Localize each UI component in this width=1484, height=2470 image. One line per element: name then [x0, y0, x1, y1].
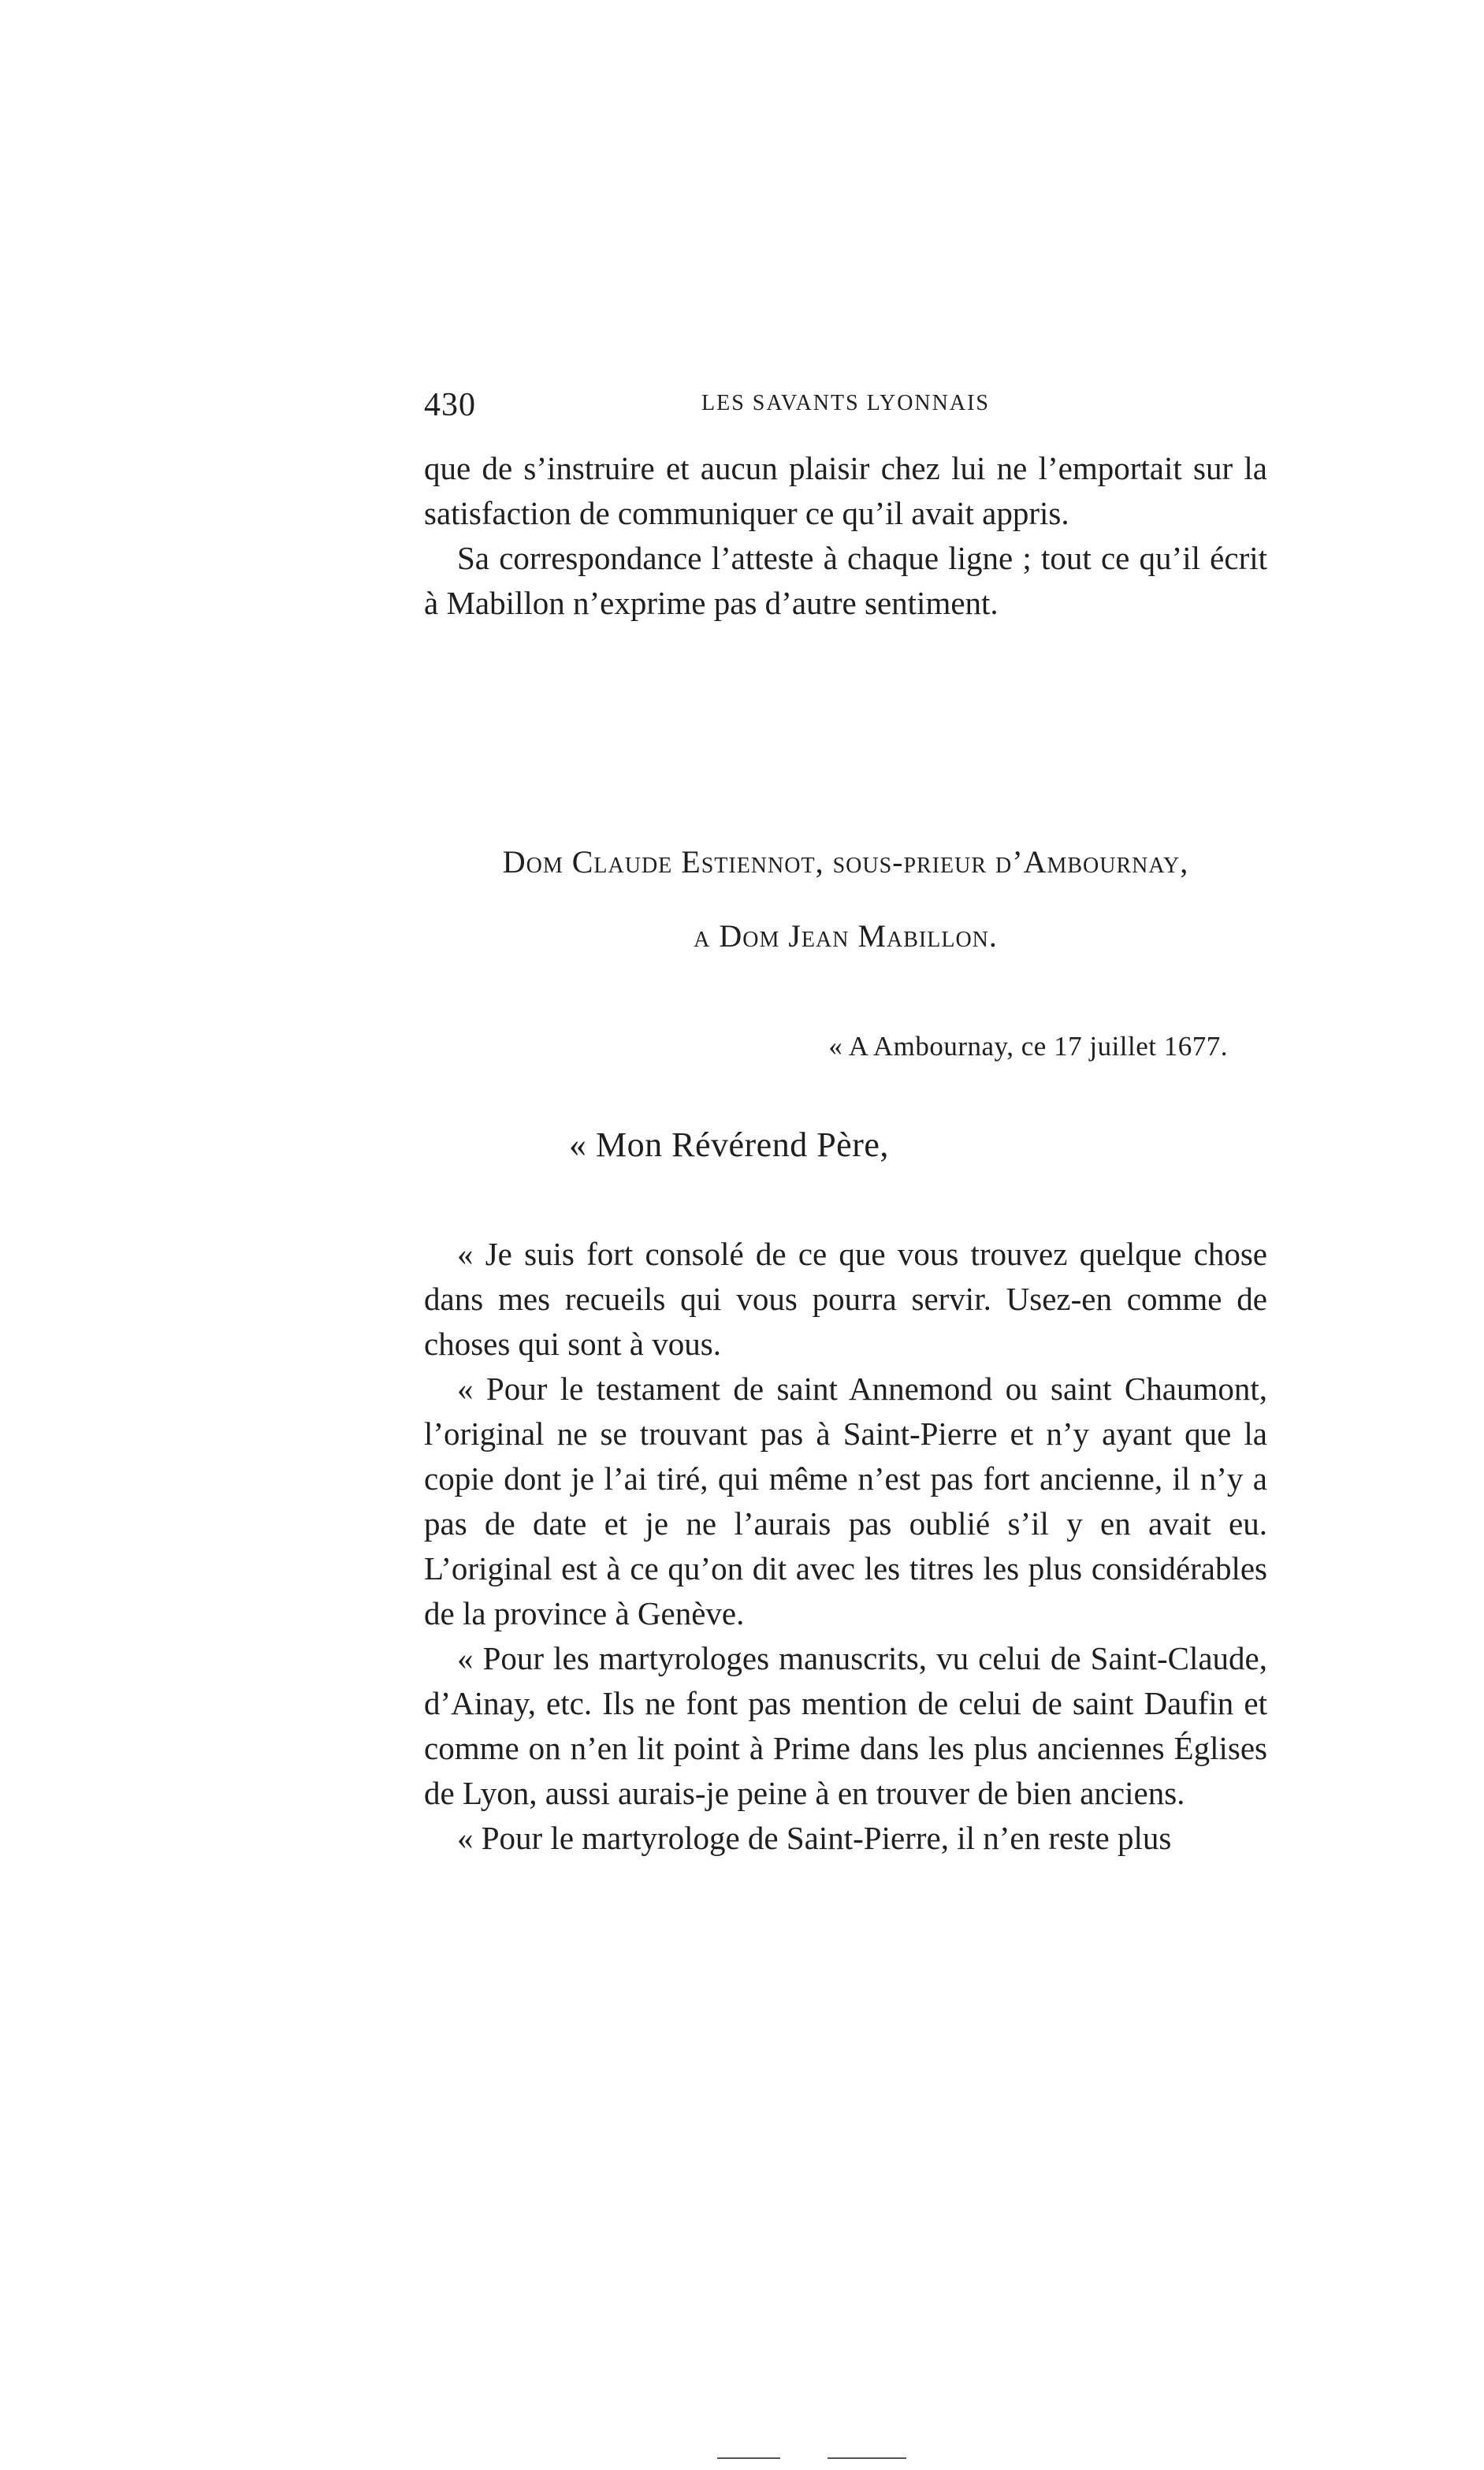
intro-paragraph: Sa correspondance l’atteste à chaque ligne ; tout ce qu’il écrit à Mabillon n’exprime pas d’autre sentiment.: [424, 540, 1267, 621]
running-head: LES SAVANTS LYONNAIS: [701, 391, 990, 415]
page-number: 430: [424, 387, 476, 423]
intro-text: [424, 446, 1267, 626]
letter-body: [424, 1232, 1267, 1861]
letter-dateline: « A Ambournay, ce 17 juillet 1677.: [828, 1031, 1228, 1062]
letter-paragraph: « Je suis fort consolé de ce que vous trouvez quelque chose dans mes recueils qui vous pourra servir. Usez-en comme de choses qui sont à vous.: [424, 1236, 1267, 1362]
intro-paragraph: que de s’instruire et aucun plaisir chez lui ne l’emportait sur la satisfaction de communiquer ce qu’il avait appris.: [424, 450, 1267, 531]
letter-paragraph: « Pour le testament de saint Annemond ou saint Chaumont, l’original ne se trouvant pas à Saint-Pierre et n’y ayant que la copie dont je l’ai tiré, qui même n’est pas fort ancienne, il n’y a pas de date et je ne l’aurais pas oublié s’il y en avait eu. L’original est à ce qu’on dit avec les titres les plus considérables de la province à Genève.: [424, 1371, 1267, 1631]
letter-paragraph: « Pour les martyrologes manuscrits, vu celui de Saint-Claude, d’Ainay, etc. Ils ne font pas mention de celui de saint Daufin et comme on n’en lit point à Prime dans les plus anciennes Églises de Lyon, aussi aurais-je peine à en trouver de bien anciens.: [424, 1640, 1267, 1811]
letter-title-recipient: a Dom Jean Mabillon.: [694, 918, 998, 954]
letter-salutation: « Mon Révérend Père,: [569, 1125, 889, 1164]
footer-rule: [828, 2457, 906, 2459]
letter-paragraph: « Pour le martyrologe de Saint-Pierre, il n’en reste plus: [457, 1820, 1172, 1856]
footer-rule: [717, 2457, 780, 2459]
page-header: [424, 386, 1267, 426]
letter-title-sender: Dom Claude Estiennot, sous-prieur d’Ambournay,: [502, 844, 1189, 880]
